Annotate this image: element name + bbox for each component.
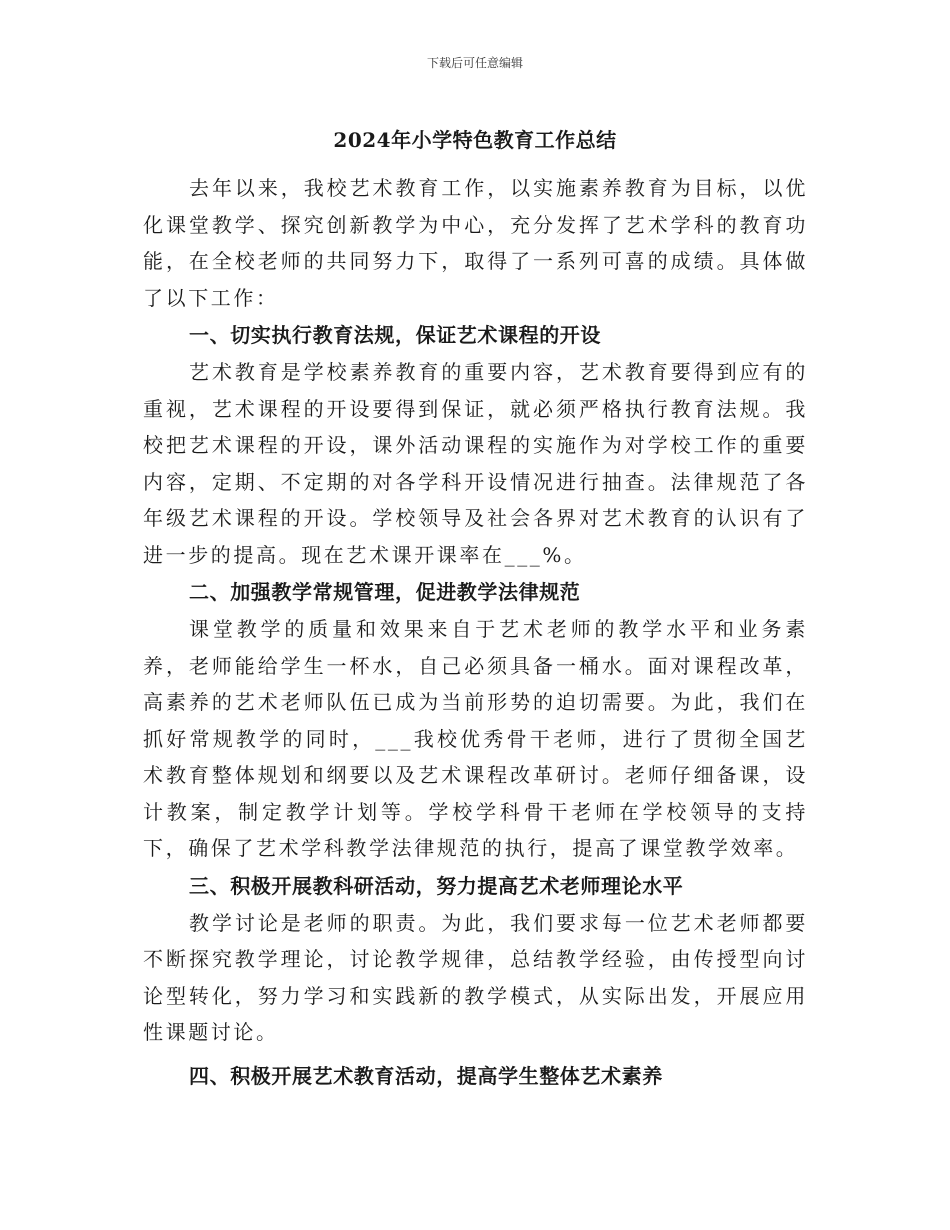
section-4-heading: 四、积极开展艺术教育活动，提高学生整体艺术素养 (189, 1063, 663, 1088)
section-3-paragraph: 教学讨论是老师的职责。为此，我们要求每一位艺术老师都要不断探究教学理论，讨论教学规律，总结教学经验，由传授型向讨论型转化，努力学习和实践新的教学模式，从实际出发，开展应用性课题讨论。 (143, 910, 808, 1044)
document-body (143, 170, 808, 1095)
section-2-heading: 二、加强教学常规管理，促进教学法律规范 (189, 580, 581, 604)
section-1-heading: 一、切实执行教育法规，保证艺术课程的开设 (189, 323, 601, 347)
section-3-heading: 三、积极开展教科研活动，努力提高艺术老师理论水平 (189, 873, 684, 898)
intro-paragraph: 去年以来，我校艺术教育工作，以实施素养教育为目标，以优化课堂教学、探究创新教学为中心，充分发挥了艺术学科的教育功能，在全校老师的共同努力下，取得了一系列可喜的成绩。具体做了以下工作： (143, 176, 808, 310)
document-title: 2024年小学特色教育工作总结 (333, 128, 617, 152)
section-2-paragraph: 课堂教学的质量和效果来自于艺术老师的教学水平和业务素养，老师能给学生一杯水，自己必须具备一桶水。面对课程改革，高素养的艺术老师队伍已成为当前形势的迫切需要。为此，我们在抓好常规教学的同时，___我校优秀骨干老师，进行了贯彻全国艺术教育整体规划和纲要以及艺术课程改革研讨。老师仔细备课，设计教案，制定教学计划等。学校学科骨干老师在学校领导的支持下，确保了艺术学科教学法律规范的执行，提高了课堂教学效率。 (143, 617, 808, 860)
section-1-paragraph: 艺术教育是学校素养教育的重要内容，艺术教育要得到应有的重视，艺术课程的开设要得到保证，就必须严格执行教育法规。我校把艺术课程的开设，课外活动课程的实施作为对学校工作的重要内容，定期、不定期的对各学科开设情况进行抽查。法律规范了各年级艺术课程的开设。学校领导及社会各界对艺术教育的认识有了进一步的提高。现在艺术课开课率在___%。 (143, 360, 808, 567)
page-header-note: 下载后可任意编辑 (426, 56, 523, 70)
